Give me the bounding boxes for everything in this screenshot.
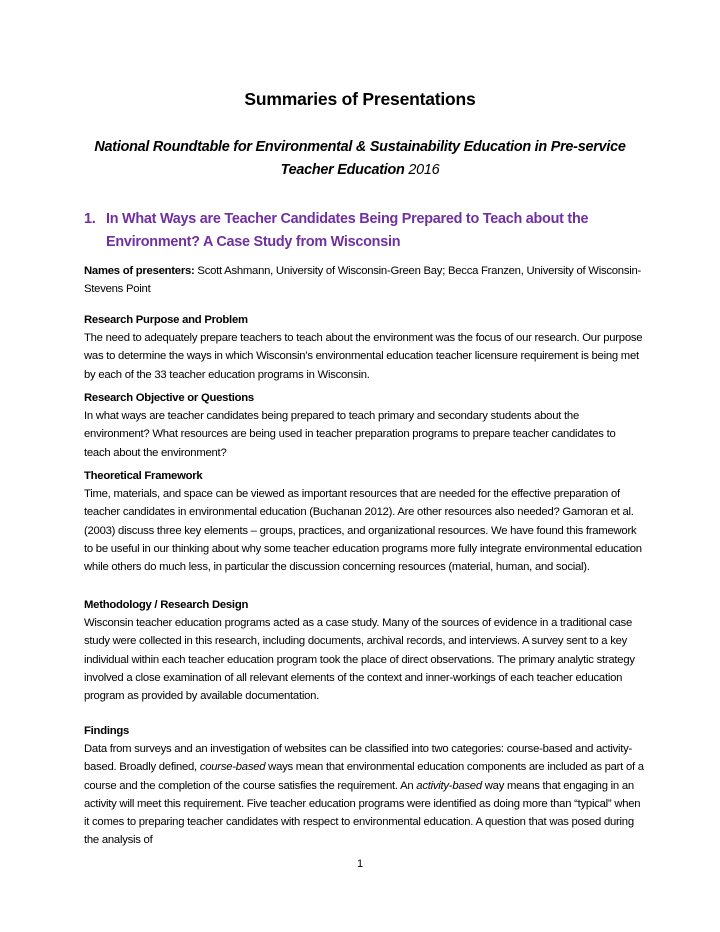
- theoretical-framework-block: [84, 467, 644, 576]
- presenters-text: Scott Ashmann, University of Wisconsin-Green Bay; Becca Franzen, University of Wisconsin-Stevens Point: [84, 265, 642, 296]
- research-objective-heading: Research Objective or Questions: [84, 392, 254, 404]
- research-purpose-block: [84, 311, 644, 384]
- section-heading: [84, 208, 644, 254]
- findings-block: [84, 722, 644, 849]
- document-title: Summaries of Presentations: [244, 89, 476, 109]
- research-objective-block: [84, 389, 644, 462]
- findings-text-2: ways mean that environmental education components are included as part of a course and the completion of the course satisfies the requirement. An: [84, 761, 644, 792]
- findings-text-1: Data from surveys and an investigation of websites can be classified into two categories: course-based and activity-based. Broadly defined,: [84, 743, 633, 774]
- page-number: 1: [356, 858, 364, 870]
- theoretical-framework-text: Time, materials, and space can be viewed as important resources that are needed for the effective preparation of teacher candidates in environmental education (Buchanan 2012). Are other resources also needed? Gamoran et al. (2003) discuss three key elements – groups, practices, and organizational resources. We have found this framework to be useful in our thinking about why some teacher education programs more fully integrate environmental education while others do much less, in particular the discussion concerning resources (material, human, and social).: [84, 488, 642, 574]
- findings-em-activity-based: activity-based: [416, 779, 482, 792]
- presenters: [84, 262, 644, 298]
- methodology-text: Wisconsin teacher education programs acted as a case study. Many of the sources of evidence in a traditional case study were collected in this research, including documents, archival records, and interviews. A survey sent to a key individual within each teacher education program took the place of direct observations. The primary analytic strategy involved a close examination of all relevant elements of the context and inner-workings of each teacher education program as provided by available documentation.: [84, 617, 635, 703]
- research-purpose-heading: Research Purpose and Problem: [84, 314, 248, 326]
- theoretical-framework-heading: Theoretical Framework: [84, 470, 203, 482]
- findings-em-course-based: course-based: [199, 761, 266, 774]
- methodology-block: [84, 596, 644, 705]
- findings-text-3: way means that engaging in an activity will meet this requirement. Five teacher education programs were identified as doing more than “typical” when it comes to preparing teacher candidates with respect to environmental education. A question that was posed during the analysis of: [84, 779, 641, 847]
- research-purpose-text: The need to adequately prepare teachers to teach about the environment was the focus of our research. Our purpose was to determine the ways in which Wisconsin’s environmental education teacher licensure requirement is being met by each of the 33 teacher education programs in Wisconsin.: [84, 332, 643, 381]
- findings-heading: Findings: [84, 725, 130, 737]
- section-title-line1: In What Ways are Teacher Candidates Being Prepared to Teach about the: [106, 211, 589, 227]
- section-number: 1.: [84, 211, 96, 227]
- subtitle-year: 2016: [408, 162, 440, 178]
- methodology-heading: Methodology / Research Design: [84, 599, 249, 611]
- document-subtitle: [70, 136, 650, 182]
- research-objective-text: In what ways are teacher candidates being prepared to teach primary and secondary students about the environment? What resources are being used in teacher preparation programs to prepare teacher candidates to teach about the environment?: [84, 410, 616, 459]
- section-title-line2: Environment? A Case Study from Wisconsin: [106, 234, 401, 250]
- presenters-label: Names of presenters:: [84, 265, 195, 277]
- subtitle-event-name: National Roundtable for Environmental & Sustainability Education in Pre-service Teacher Education: [94, 139, 626, 178]
